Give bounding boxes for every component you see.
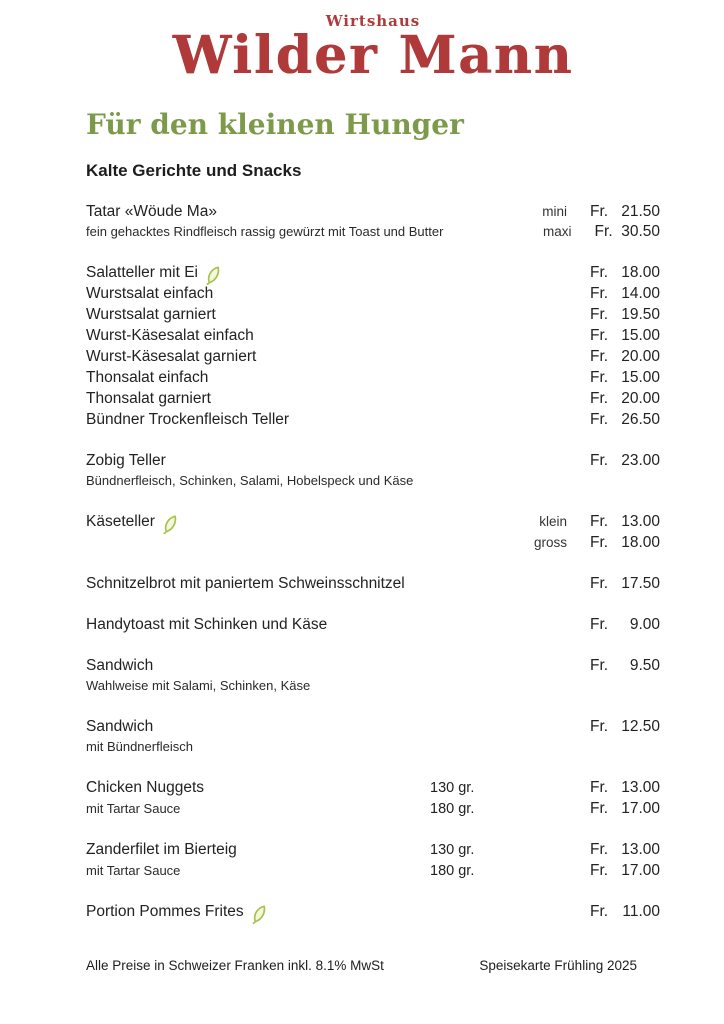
price-amount: 9.00 [629,616,660,634]
item-description: mit Tartar Sauce [86,863,181,879]
price [572,222,660,242]
menu-group [86,511,660,553]
item-name: Tatar «Wöude Ma» [86,203,217,221]
price [567,901,660,922]
vegetarian-leaf-icon [162,514,179,534]
item-name: Zanderfilet im Bierteig [86,841,237,859]
price-amount: 15.00 [621,327,660,345]
price-amount: 20.00 [621,390,660,408]
menu-group [86,262,660,430]
menu-group [86,614,660,635]
menu-list [86,201,660,922]
currency-label: Fr. [590,513,609,531]
menu-item-row [86,346,660,367]
currency-label: Fr. [590,306,609,324]
menu-item-row [86,471,660,491]
price [567,655,660,676]
currency-label: Fr. [590,452,609,470]
menu-item-row [86,450,660,471]
price [567,346,660,367]
currency-label: Fr. [590,800,609,818]
currency-label: Fr. [590,616,609,634]
price-amount: 9.50 [629,657,660,675]
price [567,367,660,388]
currency-label: Fr. [590,203,609,221]
price [567,304,660,325]
footer [86,958,660,973]
currency-label: Fr. [590,575,609,593]
menu-group [86,655,660,696]
menu-item-row [86,283,660,304]
price-amount: 13.00 [621,779,660,797]
currency-label: Fr. [590,285,609,303]
menu-item-row [86,861,660,881]
footer-season-note: Speisekarte Frühling 2025 [479,958,637,974]
price-amount: 14.00 [621,285,660,303]
price [567,409,660,430]
price [567,799,660,819]
price-amount: 12.50 [621,718,660,736]
item-name: Salatteller mit Ei [86,264,198,282]
price-amount: 20.00 [621,348,660,366]
menu-item-row [86,614,660,635]
footer-vat-note: Alle Preise in Schweizer Franken inkl. 8.1% MwSt [86,958,384,974]
item-description: fein gehacktes Rindfleisch rassig gewürzt mit Toast und Butter [86,224,444,240]
price-amount: 17.00 [621,862,660,880]
currency-label: Fr. [590,718,609,736]
menu-group [86,450,660,491]
price-amount: 18.00 [621,264,660,282]
menu-group [86,839,660,881]
price-amount: 17.00 [621,800,660,818]
menu-item-row [86,304,660,325]
menu-item-row [86,716,660,737]
price-amount: 21.50 [621,203,660,221]
price [567,388,660,409]
size-label: klein [539,514,567,530]
size-label: mini [542,204,567,220]
menu-item-row [86,367,660,388]
price-amount: 13.00 [621,513,660,531]
item-name: Thonsalat garniert [86,390,211,408]
price [567,450,660,471]
price-amount: 19.50 [621,306,660,324]
currency-label: Fr. [590,390,609,408]
item-name: Zobig Teller [86,452,166,470]
item-description: Bündnerfleisch, Schinken, Salami, Hobelspeck und Käse [86,473,414,489]
currency-label: Fr. [590,411,609,429]
currency-label: Fr. [590,369,609,387]
section-title: Kalte Gerichte und Snacks [86,161,302,181]
menu-item-row [86,409,660,430]
vegetarian-leaf-icon [251,904,268,924]
menu-item-row [86,839,660,861]
menu-group [86,901,660,922]
price [567,283,660,304]
item-name: Portion Pommes Frites [86,903,244,921]
price [567,777,660,798]
menu-item-row [86,222,660,242]
page-title: Für den kleinen Hunger [86,107,464,141]
weight-label: 180 gr. [430,863,475,880]
price-amount: 18.00 [621,534,660,552]
item-name: Käseteller [86,513,155,531]
price [567,573,660,594]
menu-item-row [86,901,660,922]
menu-group [86,573,660,594]
logo-subtitle: Wirtshaus [325,12,421,30]
vegetarian-leaf-icon [205,265,222,285]
menu-item-row [86,799,660,819]
size-label: gross [533,535,567,551]
price [567,614,660,635]
item-description: mit Tartar Sauce [86,801,181,817]
item-name: Wurst-Käsesalat garniert [86,348,257,366]
menu-item-row [86,201,660,222]
menu-group [86,716,660,757]
item-name: Sandwich [86,657,154,675]
price [567,262,660,283]
currency-label: Fr. [590,862,609,880]
item-name: Wurstsalat garniert [86,306,216,324]
menu-item-row [86,676,660,696]
currency-label: Fr. [590,264,609,282]
currency-label: Fr. [590,903,609,921]
price-amount: 11.00 [622,903,660,921]
item-description: mit Bündnerfleisch [86,739,193,755]
item-name: Thonsalat einfach [86,369,209,387]
menu-item-row [86,388,660,409]
size-label: maxi [543,224,572,240]
menu-item-row [86,511,660,532]
currency-label: Fr. [590,348,609,366]
item-name: Wurstsalat einfach [86,285,214,303]
price-amount: 17.50 [621,575,660,593]
item-name: Wurst-Käsesalat einfach [86,327,254,345]
currency-label: Fr. [594,223,613,241]
price-amount: 26.50 [621,411,660,429]
currency-label: Fr. [590,657,609,675]
item-description: Wahlweise mit Salami, Schinken, Käse [86,678,311,694]
price [567,325,660,346]
menu-item-row [86,573,660,594]
price-amount: 23.00 [621,452,660,470]
currency-label: Fr. [590,779,609,797]
price [567,532,660,553]
price [567,861,660,881]
price-amount: 15.00 [621,369,660,387]
item-name: Handytoast mit Schinken und Käse [86,616,328,634]
currency-label: Fr. [590,534,609,552]
currency-label: Fr. [590,327,609,345]
weight-label: 180 gr. [430,801,475,818]
menu-item-row [86,262,660,283]
price [567,511,660,532]
menu-item-row [86,777,660,799]
menu-item-row [86,737,660,757]
price [567,201,660,222]
item-name: Sandwich [86,718,154,736]
price [567,716,660,737]
item-name: Chicken Nuggets [86,779,205,797]
menu-group [86,777,660,819]
menu-item-row [86,532,660,553]
price [567,839,660,860]
weight-label: 130 gr. [430,842,475,859]
price-amount: 13.00 [621,841,660,859]
menu-item-row [86,325,660,346]
logo-title: Wilder Mann [172,25,574,86]
item-name: Schnitzelbrot mit paniertem Schweinsschnitzel [86,575,405,593]
currency-label: Fr. [590,841,609,859]
menu-group [86,201,660,242]
item-name: Bündner Trockenfleisch Teller [86,411,290,429]
menu-item-row [86,655,660,676]
price-amount: 30.50 [621,223,660,241]
weight-label: 130 gr. [430,780,475,797]
restaurant-logo [86,14,660,84]
